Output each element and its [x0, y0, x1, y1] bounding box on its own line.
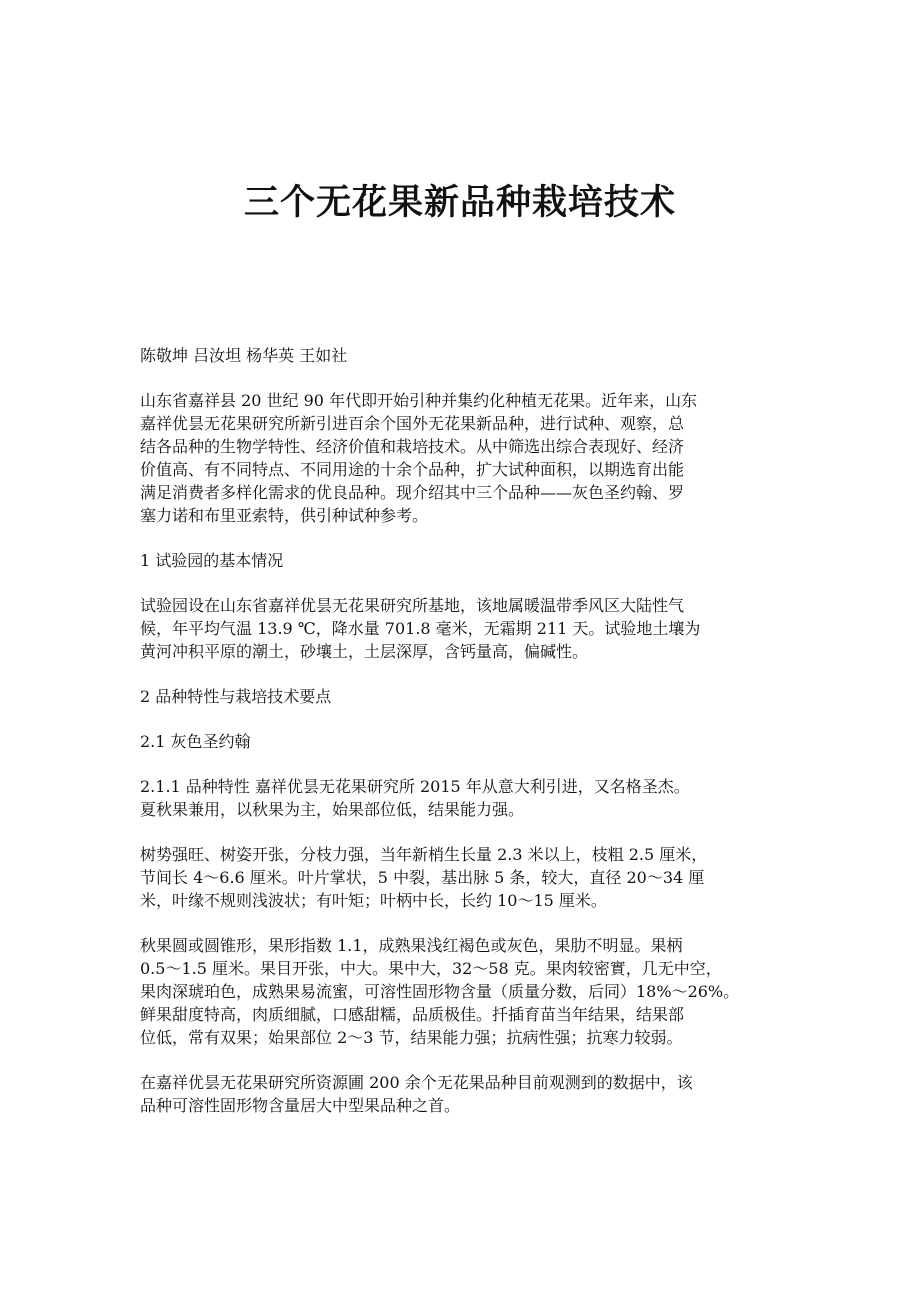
section-heading — [140, 685, 790, 708]
body-paragraph — [140, 843, 790, 912]
text-line: 山东省嘉祥县 20 世纪 90 年代即开始引种并集约化种植无花果。近年来，山东 — [140, 391, 698, 410]
text-line: 候，年平均气温 13.9 ℃，降水量 701.8 毫米，无霜期 211 天。试验地土壤为 — [140, 619, 701, 638]
text-line: 塞力诺和布里亚索特，供引种试种参考。 — [140, 506, 429, 525]
text-line: 黄河冲积平原的潮土，砂壤土，土层深厚，含钙量高，偏碱性。 — [140, 642, 589, 661]
intro-paragraph — [140, 389, 790, 527]
authors-text: 陈敬坤 吕汝坦 杨华英 王如社 — [140, 346, 348, 365]
document-title: 三个无花果新品种栽培技术 — [243, 182, 676, 223]
text-line: 米，叶缘不规则浅波状；有叶矩；叶柄中长，长约 10～15 厘米。 — [140, 891, 607, 910]
text-line: 秋果圆或圆锥形，果形指数 1.1，成熟果浅红褐色或灰色，果肋不明显。果柄 — [140, 936, 683, 955]
text-line: 品种可溶性固形物含量居大中型果品种之首。 — [140, 1096, 461, 1115]
subsection-heading — [140, 730, 790, 753]
text-line: 节间长 4～6.6 厘米。叶片掌状，5 中裂，基出脉 5 条，较大，直径 20～34 厘 — [140, 868, 705, 887]
text-line: 在嘉祥优昙无花果研究所资源圃 200 余个无花果品种目前观测到的数据中，该 — [140, 1073, 693, 1092]
body-paragraph — [140, 1071, 790, 1117]
body-paragraph — [140, 594, 790, 663]
authors-line — [140, 344, 790, 367]
body-paragraph — [140, 934, 790, 1049]
text-line: 2.1.1 品种特性 嘉祥优昙无花果研究所 2015 年从意大利引进，又名格圣杰。 — [140, 777, 690, 796]
text-line: 鲜果甜度特高，肉质细腻，口感甜糯，品质极佳。扦插育苗当年结果，结果部 — [140, 1005, 685, 1024]
text-line: 价值高、有不同特点、不同用途的十余个品种，扩大试种面积，以期选育出能 — [140, 460, 685, 479]
text-line: 夏秋果兼用，以秋果为主，始果部位低，结果能力强。 — [140, 800, 525, 819]
body-paragraph — [140, 775, 790, 821]
text-line: 结各品种的生物学特性、经济价值和栽培技术。从中筛选出综合表现好、经济 — [140, 437, 685, 456]
heading-text: 2.1 灰色圣约翰 — [140, 732, 251, 751]
text-line: 嘉祥优昙无花果研究所新引进百余个国外无花果新品种，进行试种、观察，总 — [140, 414, 685, 433]
text-line: 树势强旺、树姿开张，分枝力强，当年新梢生长量 2.3 米以上，枝粗 2.5 厘米， — [140, 845, 708, 864]
text-line: 位低，常有双果；始果部位 2～3 节，结果能力强；抗病性强；抗寒力较弱。 — [140, 1028, 683, 1047]
text-line: 果肉深琥珀色，成熟果易流蜜，可溶性固形物含量（质量分数，后同）18%～26%。 — [140, 982, 740, 1001]
document-body — [140, 344, 790, 1139]
text-line: 满足消费者多样化需求的优良品种。现介绍其中三个品种——灰色圣约翰、罗 — [140, 483, 685, 502]
section-heading — [140, 549, 790, 572]
heading-text: 2 品种特性与栽培技术要点 — [140, 687, 332, 706]
heading-text: 1 试验园的基本情况 — [140, 551, 284, 570]
text-line: 试验园设在山东省嘉祥优昙无花果研究所基地，该地属暖温带季风区大陆性气 — [140, 596, 685, 615]
text-line: 0.5～1.5 厘米。果目开张，中大。果中大，32～58 克。果肉较密實，几无中空， — [140, 959, 722, 978]
